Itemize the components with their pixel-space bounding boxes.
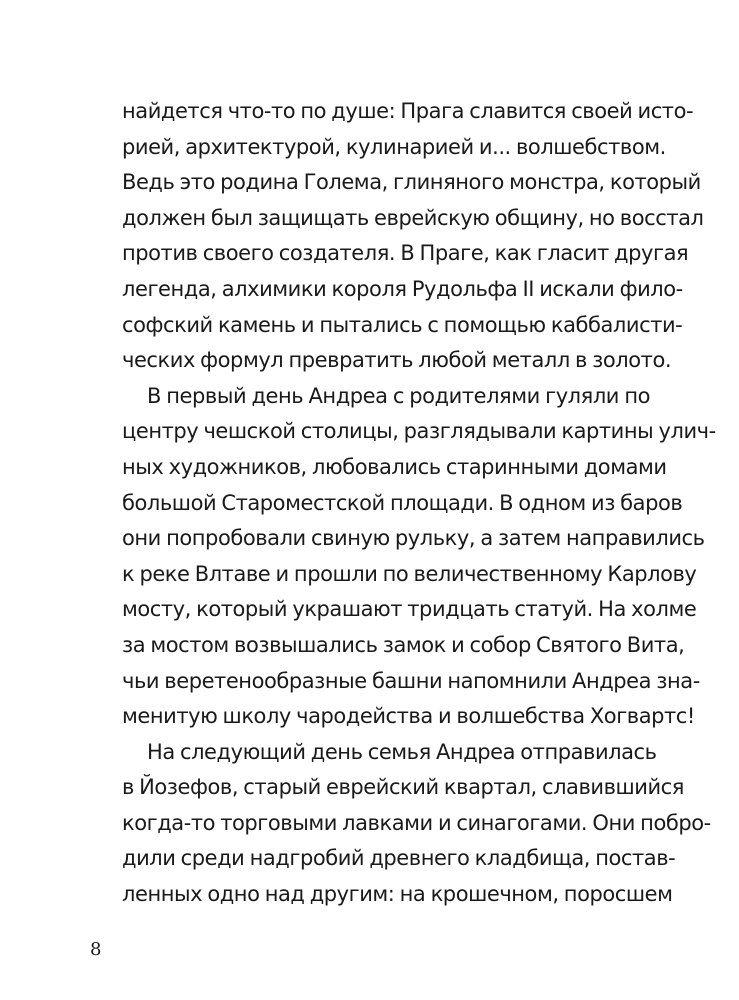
text-line: против своего создателя. В Праге, как гласит другая (122, 241, 689, 266)
text-line: большой Староместской площади. В одном из баров (122, 490, 683, 515)
text-line: ных художников, любовались старинными домами (122, 454, 667, 479)
text-line: ленных одно над другим: на крошечном, поросшем (122, 882, 673, 907)
text-line: рией, архитектурой, кулинарией и... волшебством. (122, 134, 666, 159)
text-line: софский камень и пытались с помощью каббалисти- (122, 312, 683, 337)
text-line: в Йозефов, старый еврейский квартал, славившийся (122, 775, 684, 800)
text-line: они попробовали свиную рульку, а затем направились (122, 526, 705, 551)
text-line: ческих формул превратить любой металл в золото. (122, 348, 672, 373)
text-line: менитую школу чародейства и волшебства Хогвартс! (122, 704, 695, 729)
text-line: чьи веретенообразные башни напомнили Андреа зна- (122, 668, 700, 693)
text-line: легенда, алхимики короля Рудольфа II искали фило- (122, 276, 683, 301)
paragraph-first-line: На следующий день семья Андреа отправилась (147, 739, 657, 764)
text-line: центру чешской столицы, разглядывали картины улич- (122, 419, 716, 444)
body-text (122, 94, 716, 913)
paragraph-first-line: В первый день Андреа с родителями гуляли по (147, 383, 650, 408)
text-line: к реке Влтаве и прошли по величественному Карлову (122, 561, 697, 586)
text-line: Ведь это родина Голема, глиняного монстра, который (122, 170, 701, 195)
text-line: дили среди надгробий древнего кладбища, постав- (122, 846, 676, 871)
text-line: за мостом возвышались замок и собор Святого Вита, (122, 632, 685, 657)
text-line: мосту, который украшают тридцать статуй. На холме (122, 597, 697, 622)
text-line: найдется что-то по душе: Прага славится своей исто- (122, 99, 694, 123)
text-line: должен был защищать еврейскую общину, но восстал (122, 205, 704, 230)
page-number: 8 (90, 939, 102, 960)
text-line: когда-то торговыми лавками и синагогами. Они побро- (122, 810, 711, 835)
